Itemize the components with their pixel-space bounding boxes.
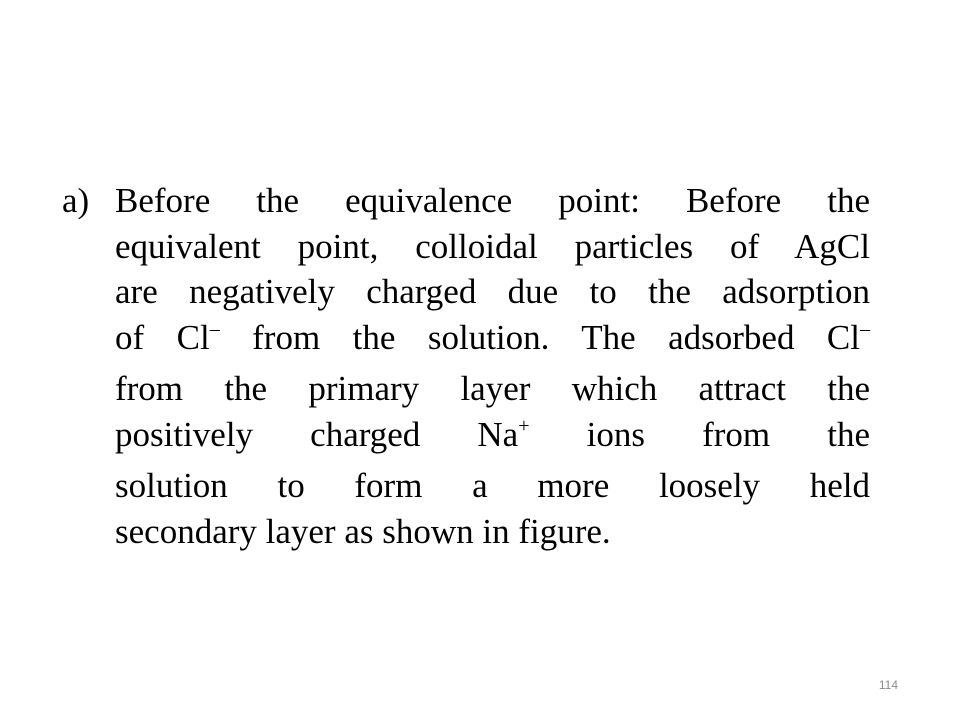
- page-number: 114: [878, 678, 898, 692]
- bullet-marker: a): [62, 181, 90, 220]
- text-line-6-part-b: ions from the: [529, 414, 871, 454]
- text-line-3: are negatively charged due to the adsorption: [115, 272, 870, 311]
- text-line-8: secondary layer as shown in figure.: [115, 511, 611, 551]
- text-line-5: from the primary layer which attract the: [115, 369, 870, 408]
- text-line-4: [115, 315, 870, 367]
- text-line-7: solution to form a more loosely held: [115, 466, 870, 505]
- chloride-charge-superscript: –: [209, 317, 220, 340]
- chloride-charge-superscript-2: –: [859, 317, 870, 340]
- text-line-4-part-a: of Cl: [115, 317, 210, 357]
- bullet-text: [115, 178, 870, 554]
- sodium-charge-superscript: +: [518, 414, 530, 437]
- bullet-paragraph: [62, 178, 870, 554]
- text-line-4-part-b: from the solution. The adsorbed Cl: [219, 317, 860, 357]
- text-line-2: equivalent point, colloidal particles of AgCl: [115, 226, 870, 266]
- text-line-6: [115, 412, 870, 464]
- text-line-6-part-a: positively charged Na: [115, 414, 519, 454]
- text-line-1: Before the equivalence point: Before the: [115, 181, 870, 220]
